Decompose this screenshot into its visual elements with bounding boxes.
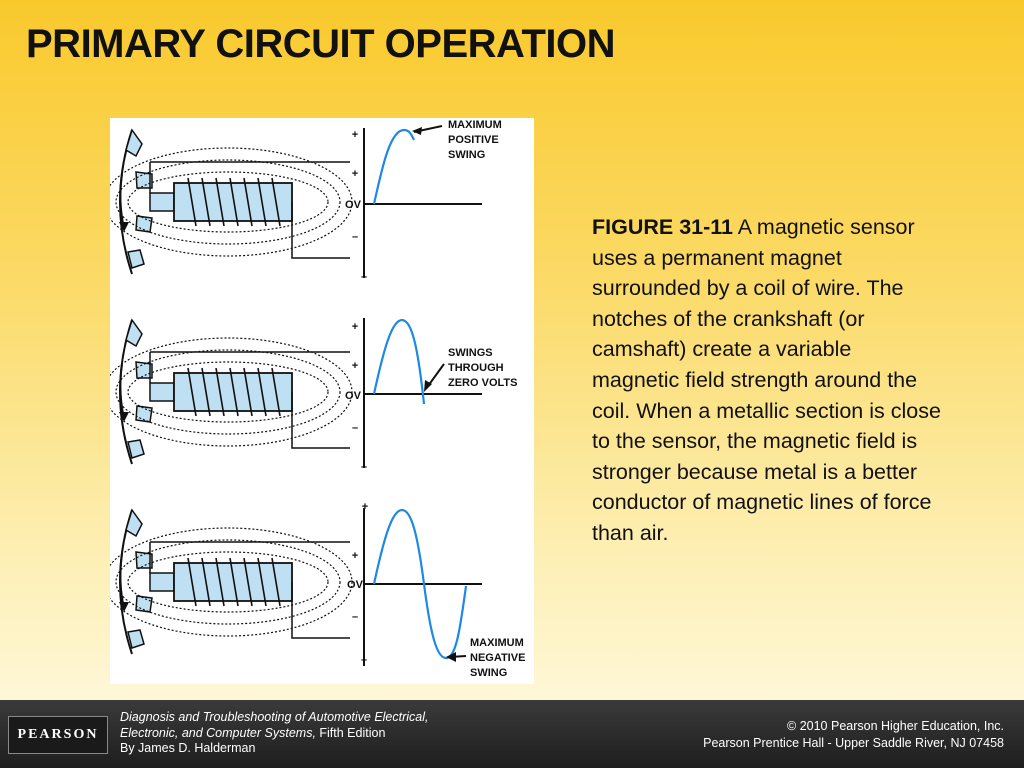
axis-zero: OV <box>347 579 363 591</box>
axis-plus-top: + <box>361 501 369 513</box>
pearson-logo <box>8 716 108 754</box>
axis-minus-bottom: – <box>360 271 368 283</box>
label-line: SWINGS <box>448 347 493 359</box>
magnetic-sensor-diagram <box>110 118 534 684</box>
label-line: ZERO VOLTS <box>448 377 518 389</box>
book-title-line1: Diagnosis and Troubleshooting of Automotive Electrical, <box>120 710 429 724</box>
axis-zero: OV <box>345 390 361 402</box>
book-info <box>120 710 429 757</box>
copyright-line2: Pearson Prentice Hall - Upper Saddle River, NJ 07458 <box>703 736 1004 750</box>
book-title-line2: Electronic, and Computer Systems, <box>120 725 316 740</box>
figure-diagram <box>110 118 534 684</box>
copyright <box>703 718 1004 752</box>
label-line: SWING <box>470 667 508 679</box>
axis-plus: + <box>351 550 359 562</box>
label-line: MAXIMUM <box>448 119 502 131</box>
label-line: SWING <box>448 149 486 161</box>
book-edition: Fifth Edition <box>315 725 386 740</box>
label-line: THROUGH <box>448 362 504 374</box>
book-author: By James D. Halderman <box>120 741 256 755</box>
label-line: NEGATIVE <box>470 652 526 664</box>
label-line: MAXIMUM <box>470 637 524 649</box>
panel-max-negative <box>110 501 525 679</box>
axis-plus-top: + <box>351 129 359 141</box>
axis-minus: – <box>351 422 359 434</box>
axis-minus-bottom: – <box>360 461 368 473</box>
copyright-line1: © 2010 Pearson Higher Education, Inc. <box>787 719 1004 733</box>
slide-title: PRIMARY CIRCUIT OPERATION <box>26 22 616 66</box>
axis-plus: + <box>351 168 359 180</box>
axis-zero: OV <box>345 199 361 211</box>
axis-plus-top: + <box>351 321 359 333</box>
figure-label: FIGURE 31-11 <box>592 215 733 239</box>
axis-minus: – <box>351 611 359 623</box>
logo-text: PEARSON <box>17 727 99 742</box>
caption-text: A magnetic sensor uses a permanent magnet surrounded by a coil of wire. The notches of the crankshaft (or camshaft) create a variable magnetic field strength around the coil. When a metallic section is close to the sensor, the magnetic field is stronger because metal is a better conductor of magnetic lines of force than air. <box>592 215 941 545</box>
axis-minus: – <box>351 231 359 243</box>
axis-plus: + <box>351 360 359 372</box>
panel-zero-crossing <box>110 318 517 473</box>
label-line: POSITIVE <box>448 134 499 146</box>
axis-minus-bottom: – <box>360 654 368 666</box>
panel-max-positive <box>110 119 502 283</box>
figure-caption <box>592 212 942 549</box>
footer-bar <box>0 700 1024 768</box>
